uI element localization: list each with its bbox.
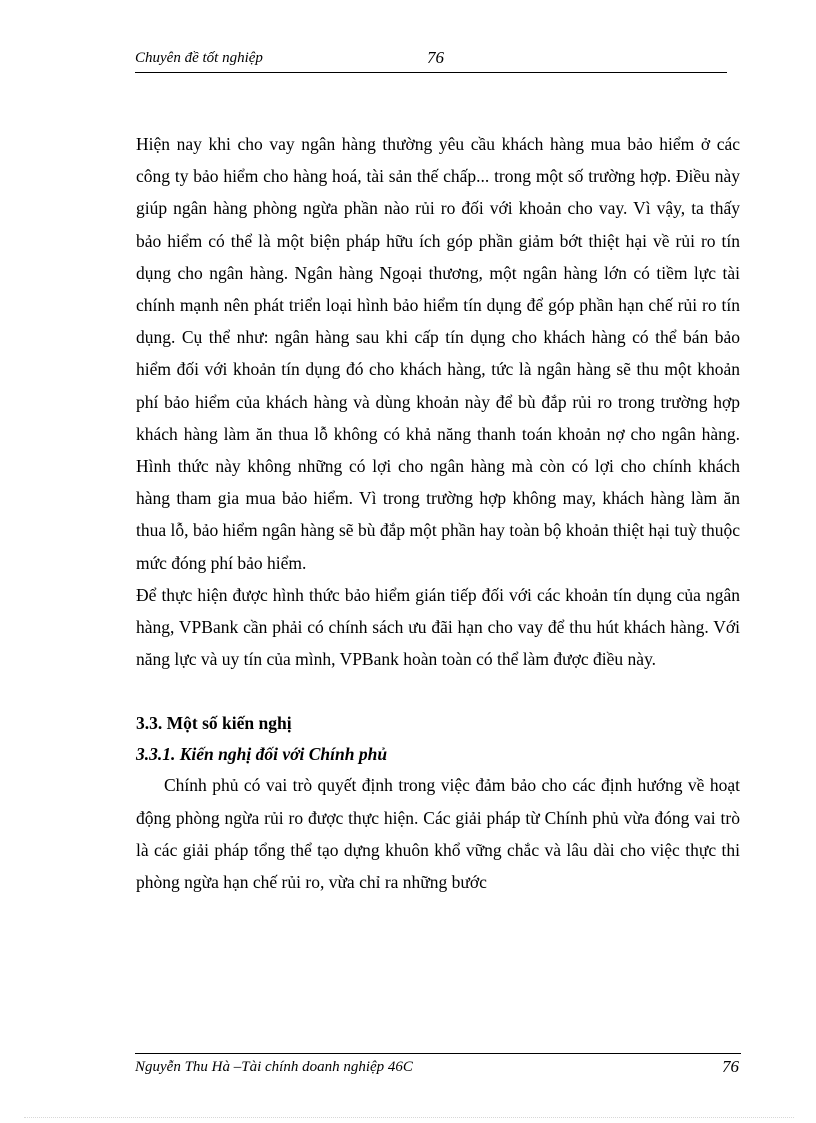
footer-author: Nguyễn Thu Hà –Tài chính doanh nghiệp 46C	[135, 1059, 413, 1075]
paragraph-vpbank: Để thực hiện được hình thức bảo hiểm gián tiếp đối với các khoản tín dụng của ngân hàng, VPBank cần phải có chính sách ưu đãi hạn cho vay để thu hút khách hàng. Với năng lực và uy tín của mình, VPBank hoàn toàn có thể làm được điều này.	[136, 584, 740, 670]
paragraph-insurance: Hiện nay khi cho vay ngân hàng thường yêu cầu khách hàng mua bảo hiểm ở các công ty bảo hiểm cho hàng hoá, tài sản thế chấp... trong một số trường hợp. Điều này giúp ngân hàng phòng ngừa phần nào rủi ro đối với khoản cho vay. Vì vậy, ta thấy bảo hiểm có thể là một biện pháp hữu ích góp phần giảm bớt thiệt hại về rủi ro tín dụng cho ngân hàng. Ngân hàng Ngoại thương, một ngân hàng lớn có tiềm lực tài chính mạnh nên phát triển loại hình bảo hiểm tín dụng để góp phần hạn chế rủi ro tín dụng. Cụ thể như: ngân hàng sau khi cấp tín dụng cho khách hàng có thể bán bảo hiểm đối với khoản tín dụng đó cho khách hàng, tức là ngân hàng sẽ thu một khoản phí bảo hiểm của khách hàng và dùng khoản này để bù đắp rủi ro trong trường hợp khách hàng làm ăn thua lỗ không có khả năng thanh toán khoản nợ cho ngân hàng. Hình thức này không những có lợi cho ngân hàng mà còn có lợi cho chính khách hàng tham gia mua bảo hiểm. Vì trong trường hợp không may, khách hàng làm ăn thua lỗ, bảo hiểm ngân hàng sẽ bù đắp một phần hay toàn bộ khoản thiệt hại tuỳ thuộc mức đóng phí bảo hiểm.	[136, 134, 740, 573]
section-heading: 3.3. Một số kiến nghị	[136, 713, 292, 734]
subsection-heading: 3.3.1. Kiến nghị đối với Chính phủ	[136, 744, 388, 765]
page-footer	[135, 1053, 741, 1080]
footer-page-number: 76	[722, 1057, 739, 1076]
header-page-number: 76	[427, 48, 444, 67]
paragraph-government: Chính phủ có vai trò quyết định trong việc đảm bảo cho các định hướng về hoạt động phòng ngừa rủi ro được thực hiện. Các giải pháp từ Chính phủ vừa đóng vai trò là các giải pháp tổng thể tạo dựng khuôn khổ vững chắc và lâu dài cho việc thực thi phòng ngừa hạn chế rủi ro, vừa chỉ ra những bước	[136, 775, 740, 893]
page-header	[135, 48, 727, 73]
document-title: Chuyên đề tốt nghiệp	[135, 50, 263, 66]
page-body	[136, 128, 740, 898]
blank-line	[136, 675, 740, 707]
page-edge-divider	[24, 1117, 794, 1118]
